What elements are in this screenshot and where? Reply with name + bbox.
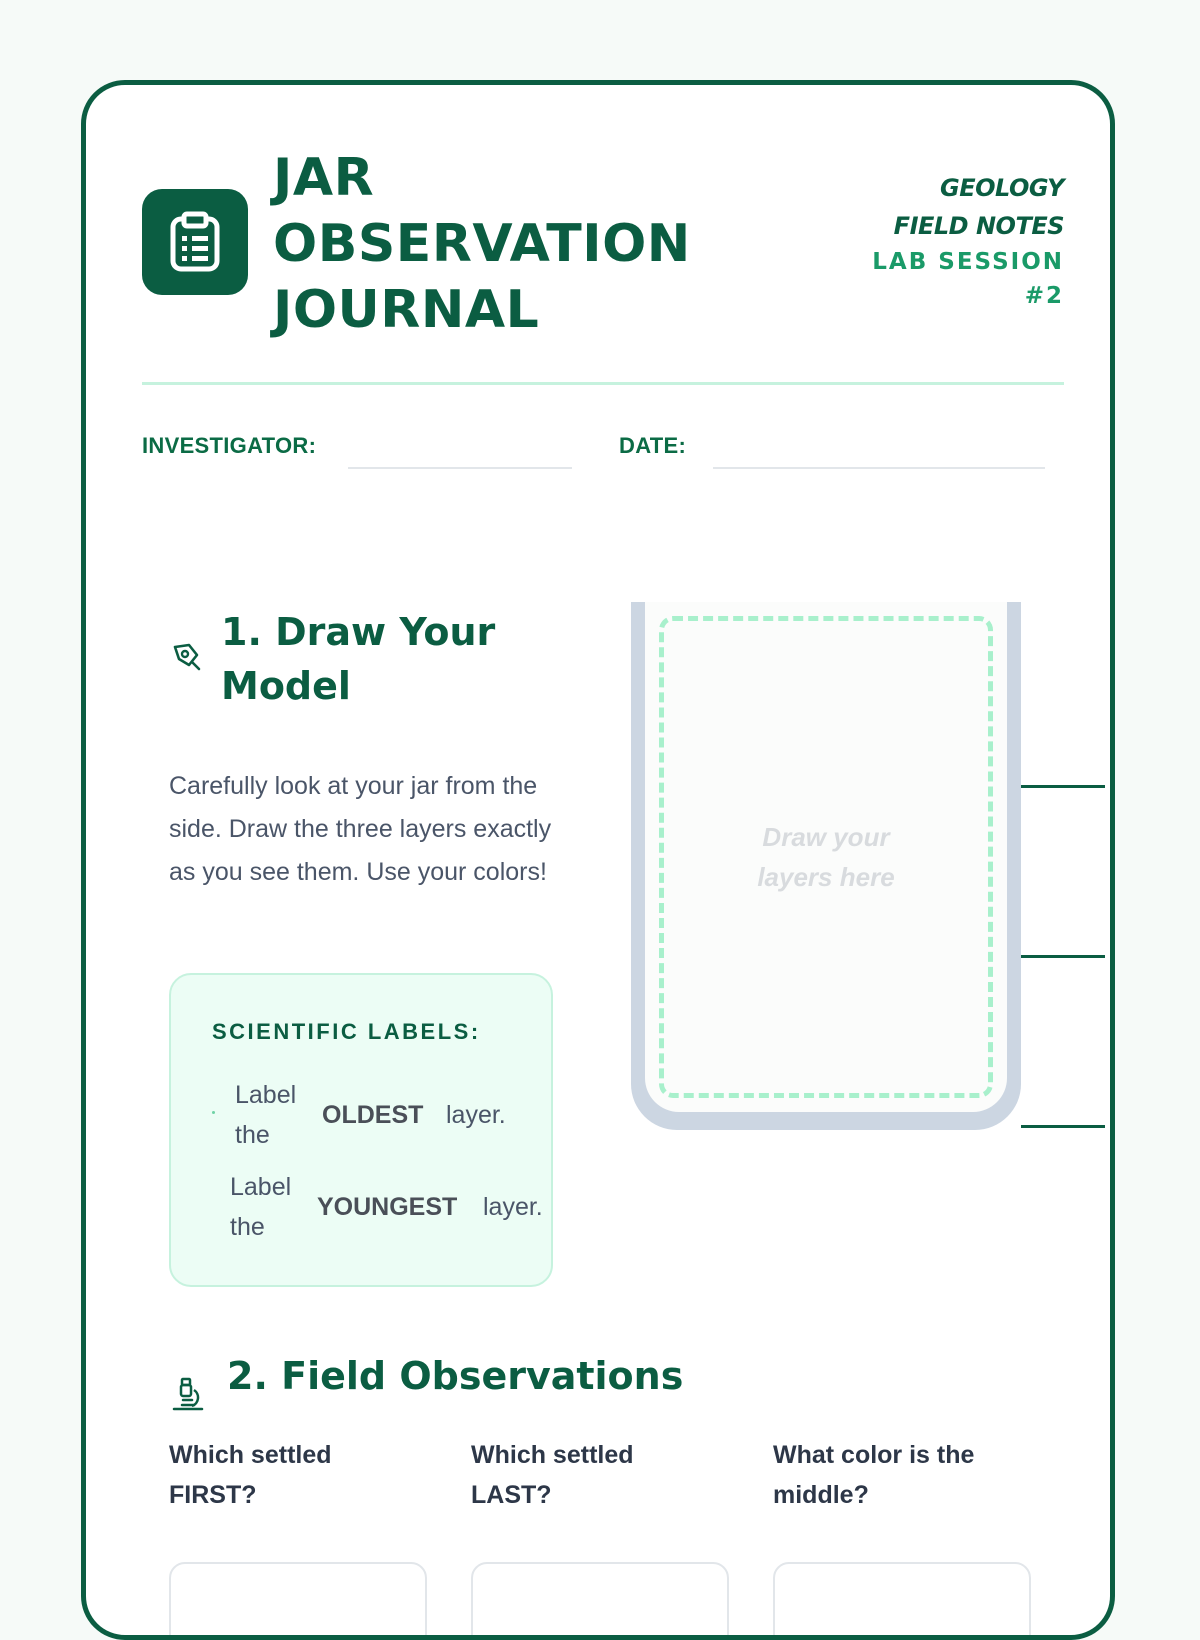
section-field-observations-title: 2. Field Observations (227, 1354, 684, 1398)
drawing-canvas[interactable] (659, 616, 993, 1098)
session-label: LAB SESSION (872, 249, 1064, 275)
layer-marker (1021, 1125, 1105, 1128)
label-prefix: Label (235, 1081, 297, 1109)
label-prefix: the (230, 1213, 265, 1241)
session-number: #2 (1024, 283, 1064, 309)
jar-inner (645, 602, 1007, 1112)
answer-middle-input[interactable] (773, 1562, 1031, 1640)
label-prefix: Label (230, 1173, 292, 1201)
question-first: Which settled FIRST? (169, 1441, 332, 1509)
label-prefix: the (235, 1121, 270, 1149)
label-suffix: layer. (483, 1193, 543, 1221)
pen-tool-icon (170, 640, 202, 677)
title-line: JOURNAL (273, 280, 540, 340)
page-title (273, 145, 753, 343)
date-label: DATE: (619, 433, 687, 458)
journal-card (81, 80, 1115, 1640)
bullet-dot (212, 1111, 215, 1114)
answer-first-input[interactable] (169, 1562, 427, 1640)
clipboard-list-icon (142, 189, 248, 295)
question-last: Which settled LAST? (471, 1441, 634, 1509)
journal-header (142, 145, 1064, 385)
layer-marker (1021, 785, 1105, 788)
investigator-label: INVESTIGATOR: (142, 433, 317, 458)
title-line: OBSERVATION (273, 214, 691, 274)
label-keyword: OLDEST (322, 1101, 424, 1129)
answer-last-input[interactable] (471, 1562, 729, 1640)
draw-instructions: Carefully look at your jar from the side. Draw the three layers exactly as you see them. Use your colors! (169, 772, 552, 886)
title-line: JAR (273, 148, 375, 208)
label-suffix: layer. (446, 1101, 506, 1129)
drawing-placeholder: Draw your layers here (757, 822, 895, 892)
label-keyword: YOUNGEST (317, 1193, 458, 1221)
investigator-field[interactable] (348, 467, 572, 469)
section-draw-model-title (221, 605, 495, 713)
header-divider (142, 382, 1064, 385)
notes-label: FIELD NOTES (893, 212, 1064, 240)
microscope-icon (170, 1376, 206, 1417)
section-title-line: Model (221, 664, 351, 708)
section-title-line: 1. Draw Your (221, 610, 496, 654)
scientific-labels-box (169, 973, 553, 1287)
question-middle-color: What color is the middle? (773, 1441, 975, 1509)
date-field[interactable] (713, 467, 1045, 469)
jar-drawing-area (631, 602, 1021, 1130)
layer-marker (1021, 955, 1105, 958)
session-meta (864, 169, 1064, 313)
labels-heading: SCIENTIFIC LABELS: (212, 1019, 481, 1044)
subject-label: GEOLOGY (940, 174, 1064, 202)
